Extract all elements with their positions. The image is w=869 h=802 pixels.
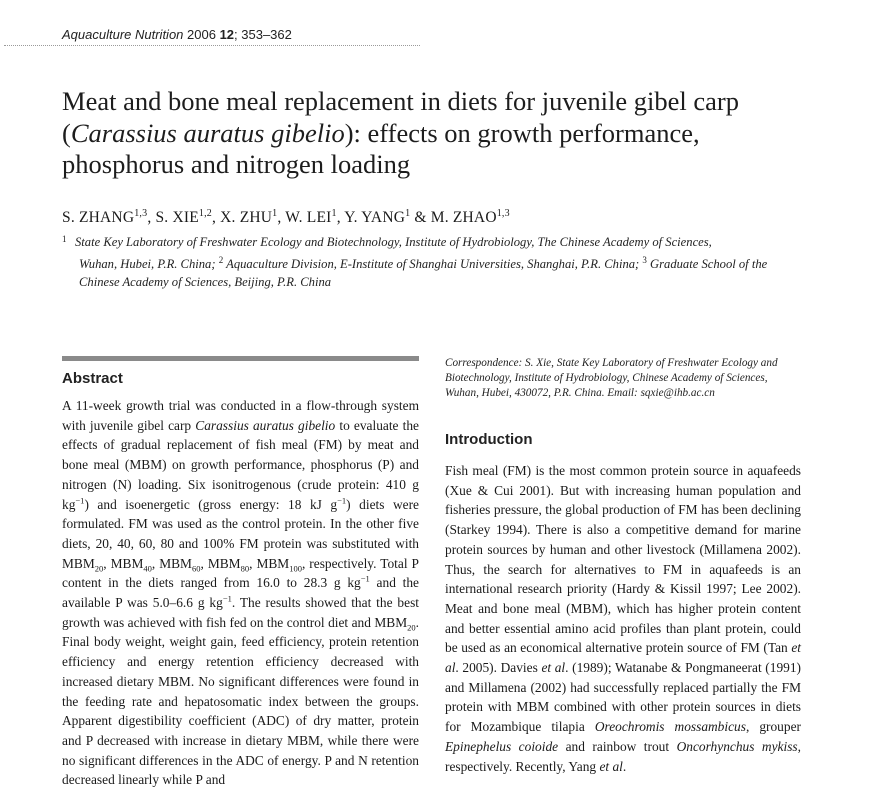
affiliations [62, 230, 807, 291]
title-text-2: ): effects on growth performance, phosphorus and nitrogen loading [62, 117, 707, 179]
journal-citation [62, 27, 422, 42]
affiliation-3: Graduate School of the Chinese Academy of Sciences, Beijing, P.R. China [79, 257, 771, 290]
author: S. XIE$^{1,2}$, [155, 208, 221, 227]
abstract-body: A 11-week growth trial was conducted in a flow-through system with juvenile gibel carp Carassius auratus gibelio to evaluate the effects of gradual replacement of fish meal (FM) by meat and bone meal (MBM) on growth performance, phosphorus (P) and nitrogen (N) loading. Six isonitrogenous (crude protein: 410 g $kg^{-1}$) and isoenergetic (gross energy: 18 kJ $g^{-1}$) diets were formulated. FM was used as the control protein. In the other five diets, 20, 40, 60, 80 and 100% FM protein was substituted with $MBM_{20}$, $MBM_{40}$, $MBM_{60}$, $MBM_{80}$, $MBM_{100}$, respectively. Total P content in the diets ranged from 16.0 to 28.3 g $kg^{-1}$ and the available P was 5.0–6.6 g $kg^{-1}$. The results showed that the best growth was achieved with fish fed on the control diet and $MBM_{20}$. Final body weight, weight gain, feed efficiency, protein retention efficiency and energy retention efficiency decreased with increased dietary MBM. No significant differences were found in the feeding rate and hepatosomatic index between the groups. Apparent digestibility coefficient (ADC) of dry matter, protein and P decreased with increase in dietary MBM, while there were no significant differences in the ADC of energy. P and N retention decreased linearly while P and [62, 398, 423, 788]
author: X. ZHU$^1$, [220, 208, 286, 227]
abstract-top-rule [62, 356, 419, 361]
introduction-body: Fish meal (FM) is the most common protein source in aquafeeds (Xue & Cui 2001). But with increasing human population and fisheries pressure, the global production of FM has been declining (Starkey 1994). There is also a competitive demand for marine protein sources by human and other livestock (Millamena 2002). Thus, the search for alternatives to FM in aquafeeds is an international research priority (Hardy & Kissil 1997; Lee 2002). Meat and bone meal (MBM), which has higher protein content and better essential amino acid profiles than plant protein, could be used as an economical alternative protein source of FM (Tan et al. 2005). Davies et al. (1989); Watanabe & Pongmaneerat (1991) and Millamena (2002) had successfully replaced partially the FM protein with MBM combined with other protein sources in diets for Mozambique tilapia Oreochromis mossambicus, grouper Epinephelus coioide and rainbow trout Oncorhynchus mykiss, respectively. Recently, Yang et al. [445, 463, 805, 774]
affiliation-mark: 3 [642, 255, 647, 265]
abstract-heading: Abstract [62, 370, 123, 387]
affiliation-1: State Key Laboratory of Freshwater Ecology and Biotechnology, Institute of Hydrobiology, The Chinese Academy of Sciences, [75, 235, 712, 249]
correspondence: Correspondence: S. Xie, State Key Laboratory of Freshwater Ecology and Biotechnology, Institute of Hydrobiology, Chinese Academy of Sciences, Wuhan, Hubei, 430072, P.R. China. Email: sqxie@ihb.ac.cn [445, 357, 781, 400]
title-text-1: Meat and bone meal replacement in diets for juvenile gibel carp ( [62, 86, 746, 148]
title-species: Carassius auratus gibelio [70, 117, 345, 148]
author-list [62, 208, 822, 227]
author: W. LEI$^1$, [285, 208, 345, 227]
introduction-heading: Introduction [445, 431, 533, 448]
journal-pages: ; 353–362 [234, 27, 292, 42]
article-title [62, 86, 822, 181]
journal-volume: 12 [219, 27, 235, 42]
header-dotted-rule [4, 45, 420, 46]
author: Y. YANG$^1$ & [344, 208, 431, 227]
author: M. ZHAO$^{1,3}$ [430, 208, 510, 227]
affiliation-mark: 1 [62, 234, 67, 244]
journal-name: Aquaculture Nutrition [62, 27, 184, 42]
journal-year: 2006 [183, 27, 220, 42]
affiliation-2: Aquaculture Division, E-Institute of Shanghai Universities, Shanghai, P.R. China; [223, 257, 643, 272]
author: S. ZHANG$^{1,3}$, [62, 208, 156, 227]
affiliation-mark: 2 [218, 255, 224, 265]
affiliation-1-cont: Wuhan, Hubei, P.R. China; [79, 257, 219, 272]
